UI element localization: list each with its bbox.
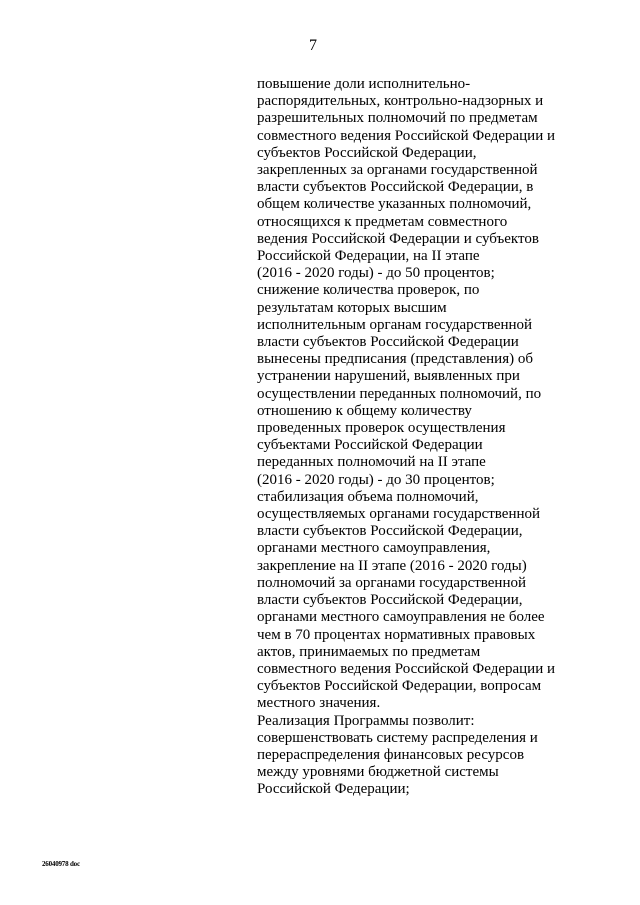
text-line: относящихся к предметам совместного	[257, 213, 508, 230]
text-line: переданных полномочий на II этапе	[257, 454, 486, 471]
text-line: власти субъектов Российской Федерации, в	[257, 179, 534, 196]
text-line: результатам которых высшим	[257, 299, 447, 316]
text-line: осуществлении переданных полномочий, по	[257, 385, 542, 402]
text-line: чем в 70 процентах нормативных правовых	[257, 626, 536, 643]
text-line: разрешительных полномочий по предметам	[257, 110, 538, 127]
text-line: власти субъектов Российской Федерации,	[257, 523, 523, 540]
text-line: совместного ведения Российской Федерации и	[257, 660, 556, 677]
text-line: Российской Федерации;	[257, 781, 410, 798]
page-number: 7	[309, 37, 317, 54]
text-line: осуществляемых органами государственной	[257, 506, 541, 523]
text-line: повышение доли исполнительно-	[257, 76, 471, 92]
text-line: субъектами Российской Федерации	[257, 437, 483, 454]
text-line: перераспределения финансовых ресурсов	[257, 746, 525, 763]
text-line: совместного ведения Российской Федерации и	[257, 127, 556, 144]
text-line: стабилизация объема полномочий,	[257, 488, 479, 505]
text-line: ведения Российской Федерации и субъектов	[257, 230, 539, 247]
text-line: Реализация Программы позволит:	[257, 712, 475, 729]
text-line: полномочий за органами государственной	[257, 574, 527, 591]
text-line: власти субъектов Российской Федерации	[257, 334, 519, 351]
text-line: вынесены предписания (представления) об	[257, 351, 533, 368]
text-line: (2016 - 2020 годы) - до 50 процентов;	[257, 265, 495, 282]
text-line: распорядительных, контрольно-надзорных и	[257, 93, 544, 110]
text-line: Российской Федерации, на II этапе	[257, 248, 480, 265]
text-line: между уровнями бюджетной системы	[257, 764, 499, 781]
text-line: органами местного самоуправления,	[257, 540, 491, 557]
text-line: совершенствовать систему распределения и	[257, 729, 538, 746]
text-line: закрепление на II этапе (2016 - 2020 годы)	[257, 557, 527, 574]
text-line: (2016 - 2020 годы) - до 30 процентов;	[257, 471, 495, 488]
text-line: органами местного самоуправления не более	[257, 609, 545, 626]
text-line: субъектов Российской Федерации,	[257, 144, 477, 161]
text-line: актов, принимаемых по предметам	[257, 643, 481, 660]
text-line: власти субъектов Российской Федерации,	[257, 592, 523, 609]
text-line: закрепленных за органами государственной	[257, 162, 538, 179]
text-line: устранении нарушений, выявленных при	[257, 368, 520, 385]
document-footer-id: 26040978 doc	[42, 860, 80, 868]
text-line: общем количестве указанных полномочий,	[257, 196, 532, 213]
text-line: местного значения.	[257, 695, 381, 712]
text-line: субъектов Российской Федерации, вопросам	[257, 678, 542, 695]
text-line: снижение количества проверок, по	[257, 282, 480, 299]
text-line: отношению к общему количеству	[257, 402, 472, 419]
text-line: исполнительным органам государственной	[257, 316, 533, 333]
document-body	[257, 76, 555, 799]
text-line: проведенных проверок осуществления	[257, 420, 506, 437]
